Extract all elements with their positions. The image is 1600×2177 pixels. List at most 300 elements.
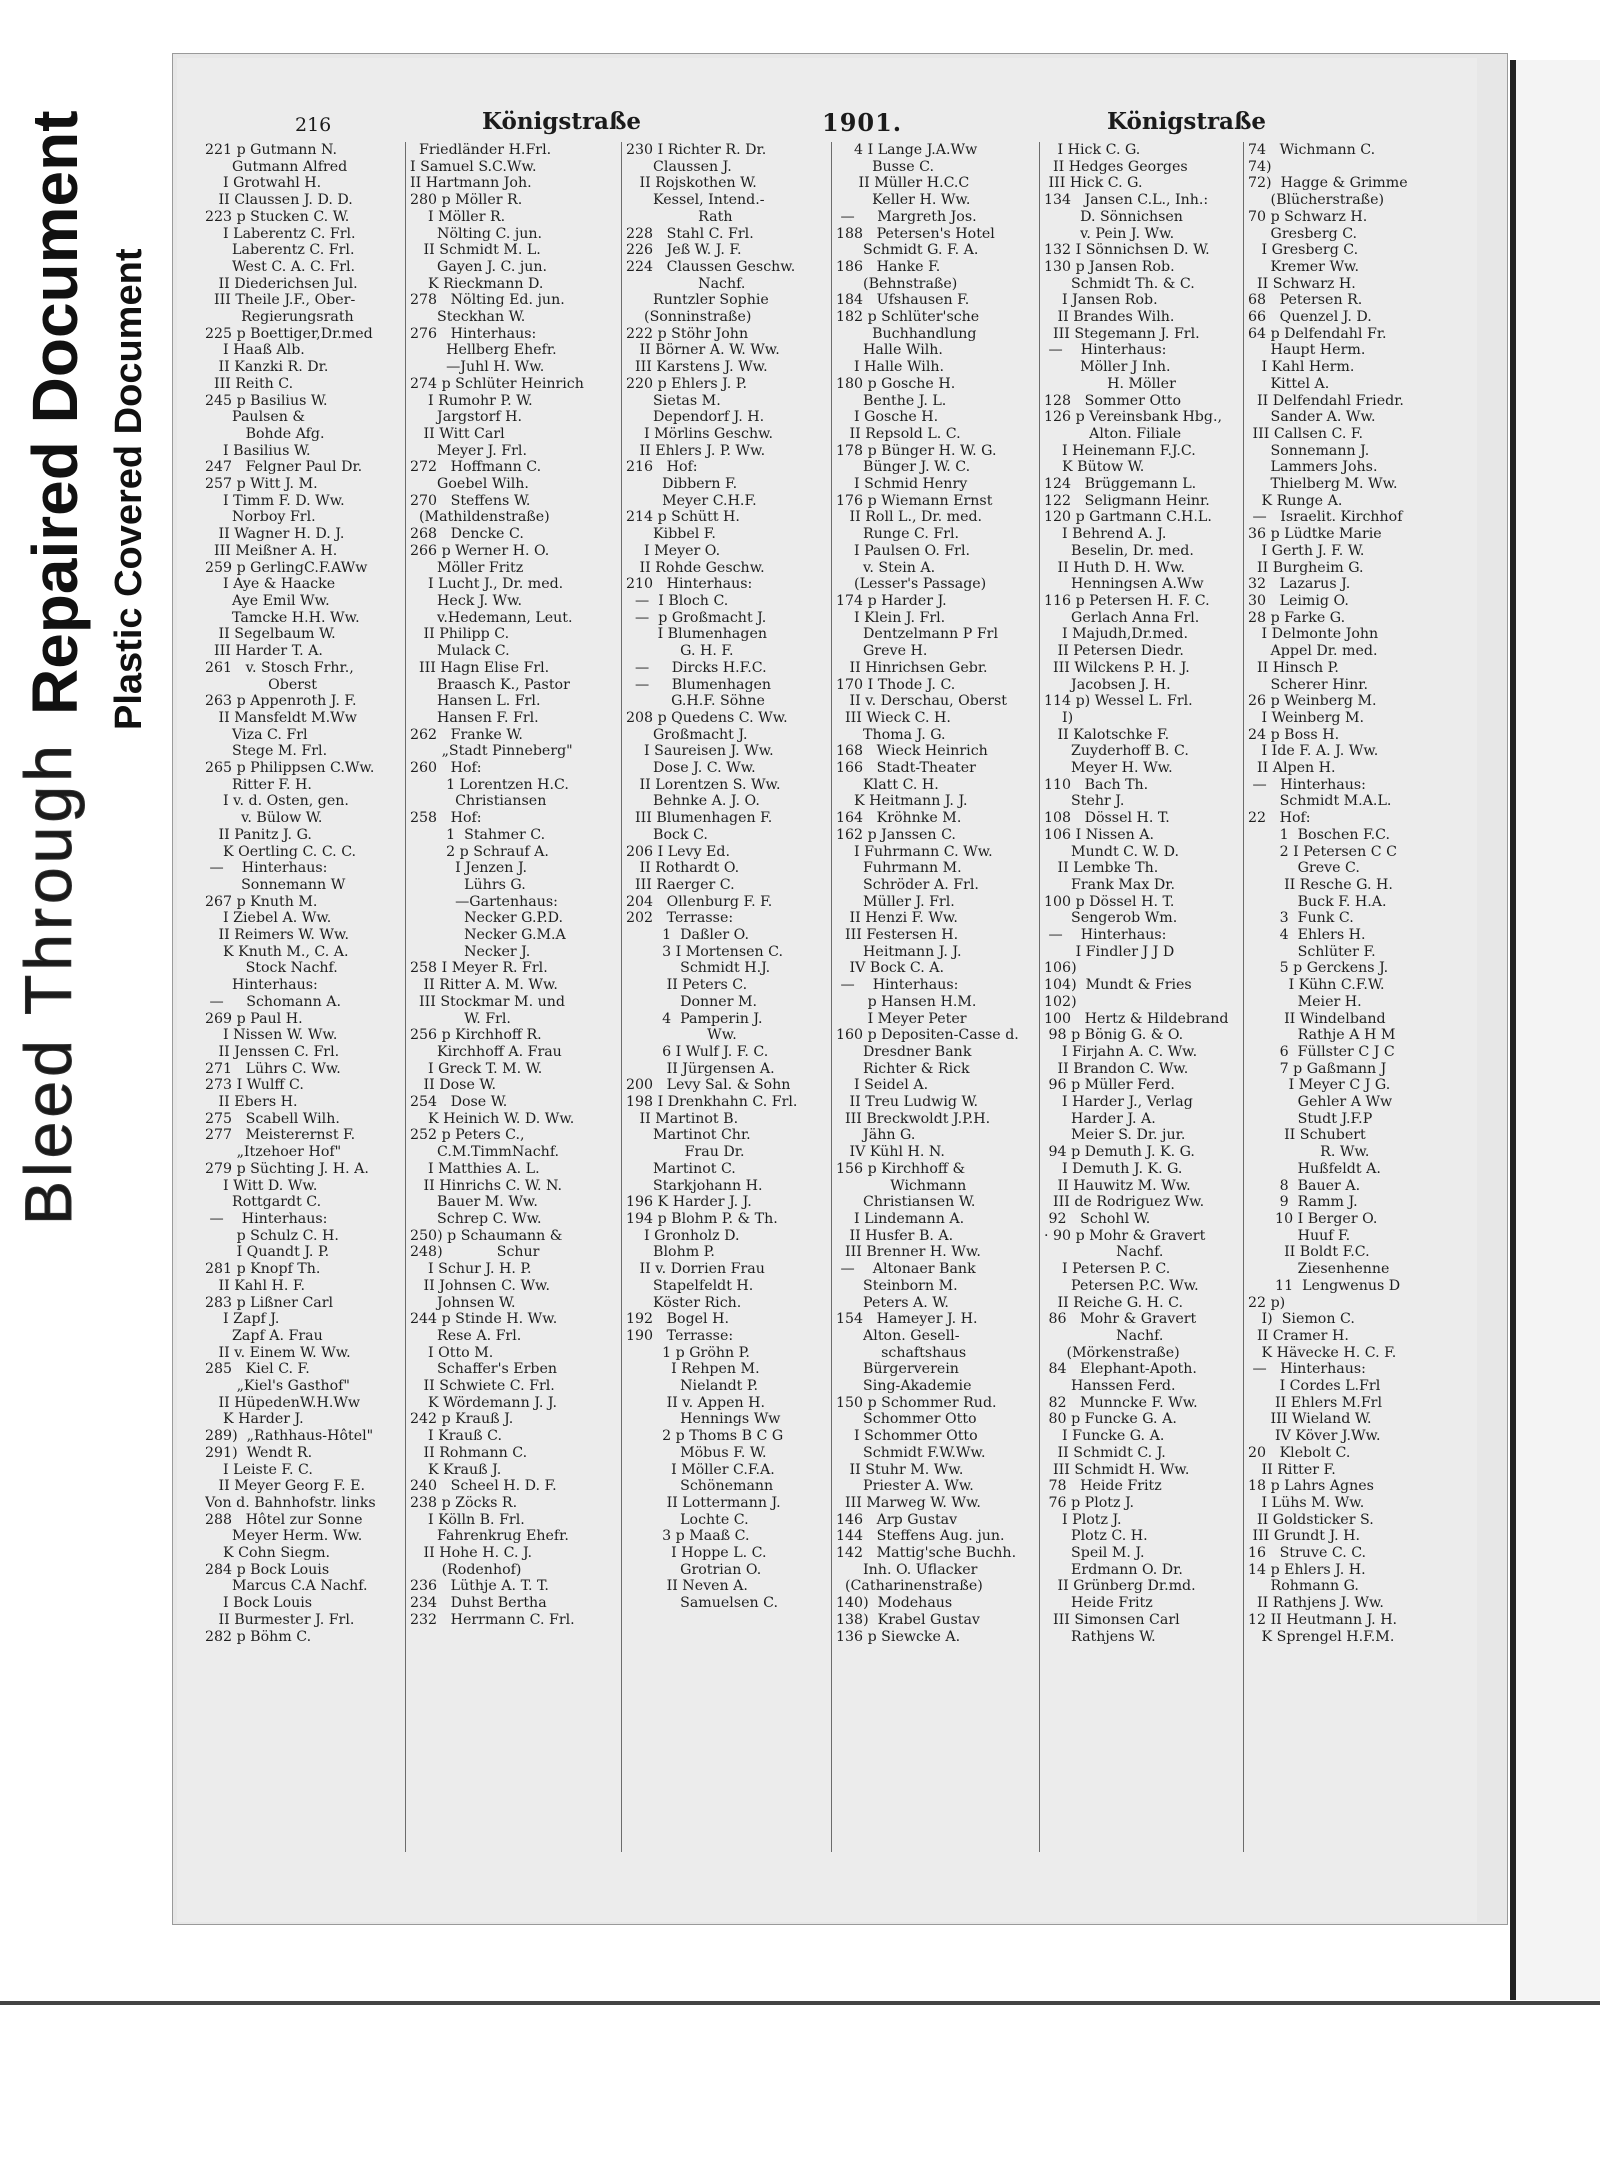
directory-entry: — Hinterhaus: xyxy=(205,860,328,877)
directory-entry: Laberentz C. Frl. xyxy=(205,242,355,259)
directory-entry: II Burgheim G. xyxy=(1248,559,1364,576)
directory-entry: 156 p Kirchhoff & xyxy=(836,1160,966,1177)
directory-entry: Bauer M. Ww. xyxy=(410,1194,538,1211)
directory-entry: Jähn G. xyxy=(836,1127,916,1144)
directory-entry: 247 Felgner Paul Dr. xyxy=(205,459,363,476)
directory-entry: 134 Jansen C.L., Inh.: xyxy=(1044,192,1209,209)
directory-entry: Heide Fritz xyxy=(1044,1595,1153,1612)
directory-entry: Rese A. Frl. xyxy=(410,1327,522,1344)
directory-entry: 216 Hof: xyxy=(626,459,698,476)
directory-entry: Buck F. H.A. xyxy=(1248,893,1387,910)
directory-entry: Regierungsrath xyxy=(205,309,354,326)
directory-entry: 120 p Gartmann C.H.L. xyxy=(1044,509,1212,526)
directory-entry: I Timm F. D. Ww. xyxy=(205,492,345,509)
directory-entry: Nachf. xyxy=(1044,1327,1164,1344)
directory-entry: Frau Dr. xyxy=(626,1144,745,1161)
directory-entry: 238 p Zöcks R. xyxy=(410,1494,518,1511)
directory-entry: 116 p Petersen H. F. C. xyxy=(1044,592,1210,609)
directory-entry: Runtzler Sophie xyxy=(626,292,769,309)
directory-entry: Großmacht J. xyxy=(626,726,748,743)
directory-entry: II Roll L., Dr. med. xyxy=(836,509,983,526)
directory-entry: 263 p Appenroth J. F. xyxy=(205,693,357,710)
directory-entry: 64 p Delfendahl Fr. xyxy=(1248,325,1387,342)
directory-entry: Steinborn M. xyxy=(836,1277,958,1294)
directory-entry: — Blumenhagen xyxy=(626,676,772,693)
directory-entry: Hellberg Ehefr. xyxy=(410,342,557,359)
directory-entry: Plotz C. H. xyxy=(1044,1528,1148,1545)
directory-entry: (Lesser's Passage) xyxy=(836,576,987,593)
directory-entry: K Wördemann J. J. xyxy=(410,1394,557,1411)
directory-entry: Huuf F. xyxy=(1248,1227,1351,1244)
directory-entry: Buchhandlung xyxy=(836,325,977,342)
directory-entry: I Petersen P. C. xyxy=(1044,1261,1171,1278)
directory-entry: Dibbern F. xyxy=(626,476,738,493)
directory-entry: Schommer Otto xyxy=(836,1411,977,1428)
directory-entry: 186 Hanke F. xyxy=(836,258,941,275)
directory-entry: III Hagn Elise Frl. xyxy=(410,659,550,676)
directory-entry: Sengerob Wm. xyxy=(1044,910,1178,927)
directory-entry: Marcus C.A Nachf. xyxy=(205,1578,368,1595)
directory-entry: Aye Emil Ww. xyxy=(205,592,330,609)
directory-entry: Beselin, Dr. med. xyxy=(1044,542,1194,559)
directory-entry: 232 Herrmann C. Frl. xyxy=(410,1611,575,1628)
directory-entry: Halle Wilh. xyxy=(836,342,943,359)
directory-entry: Dependorf J. H. xyxy=(626,409,765,426)
directory-entry: II Burmester J. Frl. xyxy=(205,1611,355,1628)
directory-entry: Kremer Ww. xyxy=(1248,258,1360,275)
directory-entry: I Gresberg C. xyxy=(1248,242,1359,259)
directory-entry: Sonnemann W xyxy=(205,876,346,893)
directory-entry: Ritter F. H. xyxy=(205,776,312,793)
directory-entry: (Catharinenstraße) xyxy=(836,1578,983,1595)
directory-entry: I Paulsen O. Frl. xyxy=(836,542,971,559)
directory-entry: Jacobsen J. H. xyxy=(1044,676,1171,693)
directory-entry: Schmidt G. F. A. xyxy=(836,242,979,259)
directory-entry: II Ritter A. M. Ww. xyxy=(410,977,558,994)
directory-entry: 274 p Schlüter Heinrich xyxy=(410,375,584,392)
directory-entry: II Hinsch P. xyxy=(1248,659,1339,676)
directory-entry: 28 p Farke G. xyxy=(1248,609,1346,626)
directory-entry: v. Pein J. Ww. xyxy=(1044,225,1175,242)
directory-entry: II v. Einem W. Ww. xyxy=(205,1344,351,1361)
directory-entry: II Segelbaum W. xyxy=(205,626,336,643)
directory-entry: Thielberg M. Ww. xyxy=(1248,476,1398,493)
directory-entry: II Rothardt O. xyxy=(626,860,740,877)
directory-entry: 222 p Stöhr John xyxy=(626,325,749,342)
directory-entry: II Alpen H. xyxy=(1248,760,1336,777)
directory-entry: Lammers Johs. xyxy=(1248,459,1378,476)
directory-entry: 220 p Ehlers J. P. xyxy=(626,375,747,392)
directory-entry: 276 Hinterhaus: xyxy=(410,325,537,342)
directory-entry: II Grünberg Dr.md. xyxy=(1044,1578,1196,1595)
directory-entry: — Hinterhaus: xyxy=(836,977,959,994)
directory-entry: 214 p Schütt H. xyxy=(626,509,740,526)
directory-entry: II Peters C. xyxy=(626,977,748,994)
directory-entry: II Jürgensen A. xyxy=(626,1060,775,1077)
directory-entry: 4 Ehlers H. xyxy=(1248,927,1366,944)
directory-entry: II Petersen Diedr. xyxy=(1044,643,1184,660)
directory-entry: 273 I Wulff C. xyxy=(205,1077,304,1094)
directory-entry: — Hinterhaus: xyxy=(205,1211,328,1227)
directory-entry: IV Bock C. A. xyxy=(836,960,945,977)
directory-entry: I Haaß Alb. xyxy=(205,342,305,359)
directory-column-3 xyxy=(621,142,826,1852)
directory-entry: schaftshaus xyxy=(836,1344,967,1361)
directory-entry: II Rohde Geschw. xyxy=(626,559,765,576)
directory-entry: III Reith C. xyxy=(205,375,294,392)
directory-entry: K Rieckmann D. xyxy=(410,275,544,292)
directory-entry: Greve C. xyxy=(1248,860,1360,877)
directory-entry: 285 Kiel C. F. xyxy=(205,1361,310,1378)
directory-entry: II Hohe H. C. J. xyxy=(410,1545,533,1562)
page-surface xyxy=(177,58,1477,1922)
directory-entry: Schmidt M.A.L. xyxy=(1248,793,1392,810)
directory-entry: II v. Appen H. xyxy=(626,1394,765,1411)
directory-entry: (Mörkenstraße) xyxy=(1044,1344,1180,1361)
directory-entry: II Mansfeldt M.Ww xyxy=(205,709,357,726)
directory-entry: Hansen L. Frl. xyxy=(410,693,541,710)
directory-entry: 182 p Schlüter'sche xyxy=(836,309,980,326)
directory-entry: Stapelfeldt H. xyxy=(626,1277,754,1294)
directory-entry: Ww. xyxy=(626,1027,737,1044)
directory-entry: 136 p Siewcke A. xyxy=(836,1628,961,1645)
directory-entry: „Stadt Pinneberg" xyxy=(410,743,573,760)
facing-page-edge xyxy=(1510,60,1600,2000)
directory-entry: 4 I Lange J.A.Ww xyxy=(836,142,978,158)
directory-entry: II Rojskothen W. xyxy=(626,175,757,192)
directory-entry: 174 p Harder J. xyxy=(836,592,947,609)
directory-entry: Martinot C. xyxy=(626,1160,736,1177)
directory-entry: I Seidel A. xyxy=(836,1077,929,1094)
directory-entry: 194 p Blohm P. & Th. xyxy=(626,1211,778,1227)
directory-entry: „Itzehoer Hof" xyxy=(205,1144,342,1161)
directory-entry: II Treu Ludwig W. xyxy=(836,1094,979,1111)
directory-entry: — p Großmacht J. xyxy=(626,609,767,626)
directory-entry: II Müller H.C.C xyxy=(836,175,970,192)
directory-entry: I Heinemann F.J.C. xyxy=(1044,442,1196,459)
directory-entry: v. Stein A. xyxy=(836,559,936,576)
directory-entry: Richter & Rick xyxy=(836,1060,970,1077)
directory-entry: I Rehpen M. xyxy=(626,1361,760,1378)
directory-entry: II Reimers W. Ww. xyxy=(205,927,349,944)
directory-entry: Meyer H. Ww. xyxy=(1044,760,1173,777)
directory-entry: Norboy Frl. xyxy=(205,509,316,526)
directory-entry: Schmidt Th. & C. xyxy=(1044,275,1195,292)
directory-entry: Kirchhoff A. Frau xyxy=(410,1043,562,1060)
directory-entry: 188 Petersen's Hotel xyxy=(836,225,995,242)
directory-entry: Gerlach Anna Frl. xyxy=(1044,609,1200,626)
directory-entry: 100 Hertz & Hildebrand xyxy=(1044,1010,1229,1027)
directory-entry: II Panitz J. G. xyxy=(205,826,312,843)
directory-entry: v.Hedemann, Leut. xyxy=(410,609,573,626)
directory-entry: K Hävecke H. C. F. xyxy=(1248,1344,1397,1361)
directory-entry: Lührs G. xyxy=(410,876,526,893)
directory-entry: 196 K Harder J. J. xyxy=(626,1194,752,1211)
directory-entry: I Meyer C J G. xyxy=(1248,1077,1391,1094)
directory-entry: — Hinterhaus: xyxy=(1044,927,1167,944)
directory-entry: II Henzi F. Ww. xyxy=(836,910,958,927)
directory-entry: 204 Ollenburg F. F. xyxy=(626,893,773,910)
directory-entry: 272 Hoffmann C. xyxy=(410,459,542,476)
directory-entry: I Plotz J. xyxy=(1044,1511,1122,1528)
directory-entry: 70 p Schwarz H. xyxy=(1248,208,1368,225)
directory-entry: 144 Steffens Aug. jun. xyxy=(836,1528,1005,1545)
directory-entry: — Altonaer Bank xyxy=(836,1261,976,1278)
directory-entry: 74 Wichmann C. xyxy=(1248,142,1376,158)
directory-entry: Hanssen Ferd. xyxy=(1044,1378,1176,1395)
directory-entry: II Boldt F.C. xyxy=(1248,1244,1370,1261)
directory-entry: II Hartmann Joh. xyxy=(410,175,532,192)
directory-entry: 226 Jeß W. J. F. xyxy=(626,242,742,259)
directory-entry: I Samuel S.C.Ww. xyxy=(410,158,537,175)
directory-entry: I Leiste F. C. xyxy=(205,1461,313,1478)
directory-entry: II Rathjens J. Ww. xyxy=(1248,1595,1384,1612)
directory-entry: (Blücherstraße) xyxy=(1248,192,1385,209)
directory-entry: II Hauwitz M. Ww. xyxy=(1044,1177,1191,1194)
directory-entry: II Wagner H. D. J. xyxy=(205,526,345,543)
directory-entry: (Sonninstraße) xyxy=(626,309,752,326)
directory-entry: p Hansen H.M. xyxy=(836,993,977,1010)
directory-entry: Grotrian O. xyxy=(626,1561,762,1578)
directory-entry: II Stuhr M. Ww. xyxy=(836,1461,964,1478)
directory-entry: 164 Kröhnke M. xyxy=(836,810,962,827)
directory-entry: — Israelit. Kirchhof xyxy=(1248,509,1403,526)
directory-entry: III Raerger C. xyxy=(626,876,735,893)
directory-entry: I Behrend A. J. xyxy=(1044,526,1167,543)
directory-entry: C.M.TimmNachf. xyxy=(410,1144,560,1161)
directory-entry: 110 Bach Th. xyxy=(1044,776,1149,793)
directory-entry: 192 Bogel H. xyxy=(626,1311,729,1328)
directory-entry: Rohmann G. xyxy=(1248,1578,1359,1595)
directory-entry: 261 v. Stosch Frhr., xyxy=(205,659,354,676)
directory-entry: — Hinterhaus: xyxy=(1248,1361,1366,1378)
directory-entry: I Nissen W. Ww. xyxy=(205,1027,338,1044)
directory-entry: Gresberg C. xyxy=(1248,225,1358,242)
directory-entry: II Kanzki R. Dr. xyxy=(205,359,329,376)
directory-entry: 102) xyxy=(1044,993,1077,1010)
directory-entry: II Rohmann C. xyxy=(410,1444,528,1461)
directory-entry: Martinot Chr. xyxy=(626,1127,751,1144)
directory-entry: p Schulz C. H. xyxy=(205,1227,339,1244)
directory-entry: Ziesenhenne xyxy=(1248,1261,1390,1278)
directory-entry: Henningsen A.Ww xyxy=(1044,576,1204,593)
directory-entry: Sing-Akademie xyxy=(836,1378,972,1395)
directory-entry: I Möller C.F.A. xyxy=(626,1461,775,1478)
directory-entry: 259 p GerlingC.F.AWw xyxy=(205,559,368,576)
directory-entry: — Dircks H.F.C. xyxy=(626,659,767,676)
directory-entry: II Meyer Georg F. E. xyxy=(205,1478,366,1495)
directory-entry: 86 Mohr & Gravert xyxy=(1044,1311,1197,1328)
directory-entry: 20 Klebolt C. xyxy=(1248,1444,1351,1461)
directory-entry: Steckhan W. xyxy=(410,309,526,326)
directory-entry: 66 Quenzel J. D. xyxy=(1248,309,1372,326)
directory-entry: Schmidt H.J. xyxy=(626,960,771,977)
directory-entry: Stege M. Frl. xyxy=(205,743,328,760)
directory-entry: II Brandon C. Ww. xyxy=(1044,1060,1189,1077)
directory-entry: 98 p Bönig G. & O. xyxy=(1044,1027,1184,1044)
directory-entry: I Lühs M. Ww. xyxy=(1248,1494,1365,1511)
directory-entry: Haupt Herm. xyxy=(1248,342,1366,359)
directory-entry: 267 p Knuth M. xyxy=(205,893,318,910)
directory-entry: 258 I Meyer R. Frl. xyxy=(410,960,548,977)
directory-entry: 265 p Philippsen C.Ww. xyxy=(205,760,375,777)
directory-entry: 252 p Peters C., xyxy=(410,1127,525,1144)
directory-entry: 3 I Mortensen C. xyxy=(626,943,783,960)
directory-entry: 244 p Stinde H. Ww. xyxy=(410,1311,558,1328)
directory-entry: 32 Lazarus J. xyxy=(1248,576,1351,593)
directory-entry: 1 p Gröhn P. xyxy=(626,1344,750,1361)
directory-entry: 210 Hinterhaus: xyxy=(626,576,753,593)
directory-entry: Mulack C. xyxy=(410,643,510,660)
directory-entry: Wichmann xyxy=(836,1177,967,1194)
bleed-through-label: Bleed Through xyxy=(11,741,85,1225)
directory-entry: Hansen F. Frl. xyxy=(410,709,539,726)
directory-entry: I Meyer O. xyxy=(626,542,721,559)
directory-entry: 279 p Süchting J. H. A. xyxy=(205,1160,369,1177)
directory-entry: II Claussen J. D. D. xyxy=(205,192,353,209)
directory-entry: III Blumenhagen F. xyxy=(626,810,773,827)
directory-entry: II Hedges Georges xyxy=(1044,158,1188,175)
directory-entry: v. Bülow W. xyxy=(205,810,323,827)
directory-entry: I Quandt J. P. xyxy=(205,1244,330,1261)
directory-entry: Claussen J. xyxy=(626,158,732,175)
directory-entry: I Firjahn A. C. Ww. xyxy=(1044,1043,1198,1060)
directory-column-4 xyxy=(831,142,1036,1852)
directory-entry: III Callsen C. F. xyxy=(1248,425,1364,442)
directory-entry: Busse C. xyxy=(836,158,934,175)
directory-entry: 208 p Quedens C. Ww. xyxy=(626,709,788,726)
directory-entry: I Gosche H. xyxy=(836,409,939,426)
directory-entry: I Schur J. H. P. xyxy=(410,1261,532,1278)
directory-entry: I Hoppe L. C. xyxy=(626,1545,767,1562)
directory-entry: III Wieland W. xyxy=(1248,1411,1372,1428)
directory-entry: 176 p Wiemann Ernst xyxy=(836,492,993,509)
directory-entry: Starkjohann H. xyxy=(626,1177,763,1194)
directory-entry: 256 p Kirchhoff R. xyxy=(410,1027,542,1044)
directory-entry: I Laberentz C. Frl. xyxy=(205,225,356,242)
directory-entry: I Lucht J., Dr. med. xyxy=(410,576,564,593)
directory-entry: 162 p Janssen C. xyxy=(836,826,956,843)
directory-column-5 xyxy=(1039,142,1238,1852)
directory-entry: 245 p Basilius W. xyxy=(205,392,328,409)
directory-entry: Behnke A. J. O. xyxy=(626,793,760,810)
directory-entry: 96 p Müller Ferd. xyxy=(1044,1077,1175,1094)
directory-entry: Appel Dr. med. xyxy=(1248,643,1378,660)
directory-entry: Erdmann O. Dr. xyxy=(1044,1561,1183,1578)
directory-entry: 82 Munncke F. Ww. xyxy=(1044,1394,1198,1411)
directory-entry: II Schwiete C. Frl. xyxy=(410,1378,555,1395)
directory-entry: III Harder T. A. xyxy=(205,643,323,660)
directory-entry: Thoma J. G. xyxy=(836,726,946,743)
directory-entry: I Kölln B. Frl. xyxy=(410,1511,525,1528)
directory-entry: 2 p Thoms B C G xyxy=(626,1428,784,1445)
directory-entry: Johnsen W. xyxy=(410,1294,516,1311)
directory-entry: Schaffer's Erben xyxy=(410,1361,558,1378)
directory-entry: Keller H. Ww. xyxy=(836,192,971,209)
directory-entry: III Meißner A. H. xyxy=(205,542,338,559)
directory-entry: Möller Fritz xyxy=(410,559,524,576)
directory-entry: II Ebers H. xyxy=(205,1094,298,1111)
directory-entry: Hennings Ww xyxy=(626,1411,781,1428)
directory-entry: 10 I Berger O. xyxy=(1248,1211,1378,1227)
directory-entry: 106) xyxy=(1044,960,1077,977)
directory-entry: II Schmidt M. L. xyxy=(410,242,541,259)
directory-entry: 225 p Boettiger,Dr.med xyxy=(205,325,373,342)
directory-entry: Tamcke H.H. Ww. xyxy=(205,609,360,626)
directory-entry: 5 p Gerckens J. xyxy=(1248,960,1389,977)
directory-entry: Hußfeldt A. xyxy=(1248,1160,1381,1177)
directory-entry: 266 p Werner H. O. xyxy=(410,542,550,559)
directory-entry: Von d. Bahnhofstr. links xyxy=(205,1494,376,1511)
directory-entry: II Diederichsen Jul. xyxy=(205,275,358,292)
directory-entry: III Marweg W. Ww. xyxy=(836,1494,981,1511)
directory-entry: I Kahl Herm. xyxy=(1248,359,1355,376)
directory-entry: Necker J. xyxy=(410,943,531,960)
street-title-left: Königstraße xyxy=(482,108,642,135)
directory-entry: 277 Meisterernst F. xyxy=(205,1127,356,1144)
street-title-right: Königstraße xyxy=(1107,108,1267,135)
directory-entry: Rathjens W. xyxy=(1044,1628,1156,1645)
directory-entry: 22 p) xyxy=(1248,1294,1286,1311)
directory-entry: Heitmann J. J. xyxy=(836,943,962,960)
directory-entry: III Schmidt H. Ww. xyxy=(1044,1461,1190,1478)
directory-entry: Christiansen W. xyxy=(836,1194,976,1211)
directory-entry: III de Rodriguez Ww. xyxy=(1044,1194,1205,1211)
directory-entry: 132 I Sönnichsen D. W. xyxy=(1044,242,1210,259)
directory-entry: IV Kühl H. N. xyxy=(836,1144,945,1161)
directory-entry: Goebel Wilh. xyxy=(410,476,529,493)
directory-entry: 146 Arp Gustav xyxy=(836,1511,958,1528)
directory-entry: I Schmid Henry xyxy=(836,476,968,493)
directory-entry: I) xyxy=(1044,709,1074,726)
directory-entry: IV Köver J.Ww. xyxy=(1248,1428,1381,1445)
directory-entry: (Mathildenstraße) xyxy=(410,509,550,526)
directory-entry: G. H. F. xyxy=(626,643,734,660)
directory-entry: 76 p Plotz J. xyxy=(1044,1494,1135,1511)
directory-entry: 130 p Jansen Rob. xyxy=(1044,258,1175,275)
directory-entry: Runge C. Frl. xyxy=(836,526,960,543)
directory-entry: 280 p Möller R. xyxy=(410,192,523,209)
directory-entry: I Aye & Haacke xyxy=(205,576,336,593)
directory-entry: K Runge A. xyxy=(1248,492,1343,509)
directory-entry: III Simonsen Carl xyxy=(1044,1611,1180,1628)
directory-entry: — Margreth Jos. xyxy=(836,208,977,225)
directory-entry: III Hick C. G. xyxy=(1044,175,1143,192)
directory-entry: K Oertling C. C. C. xyxy=(205,843,357,860)
directory-entry: (Rodenhof) xyxy=(410,1561,522,1578)
directory-entry: I Halle Wilh. xyxy=(836,359,945,376)
directory-entry: 68 Petersen R. xyxy=(1248,292,1363,309)
directory-entry: 170 I Thode J. C. xyxy=(836,676,956,693)
directory-entry: Bock C. xyxy=(626,826,708,843)
directory-entry: Schrep C. Ww. xyxy=(410,1211,542,1227)
directory-entry: 282 p Böhm C. xyxy=(205,1628,312,1645)
directory-entry: Dose J. C. Ww. xyxy=(626,760,756,777)
directory-column-1 xyxy=(205,142,403,1852)
directory-entry: Greve H. xyxy=(836,643,928,660)
scan-bottom-edge xyxy=(0,2001,1600,2005)
directory-entry: II Cramer H. xyxy=(1248,1327,1349,1344)
directory-entry: 4 Pamperin J. xyxy=(626,1010,763,1027)
directory-entry: 140) Modehaus xyxy=(836,1595,953,1612)
directory-entry: 234 Duhst Bertha xyxy=(410,1595,547,1612)
directory-entry: K Krauß J. xyxy=(410,1461,502,1478)
directory-entry: Peters A. W. xyxy=(836,1294,949,1311)
directory-entry: Köster Rich. xyxy=(626,1294,742,1311)
directory-entry: 12 II Heutmann J. H. xyxy=(1248,1611,1398,1628)
directory-entry: Dresdner Bank xyxy=(836,1043,972,1060)
directory-entry: II Schwarz H. xyxy=(1248,275,1356,292)
